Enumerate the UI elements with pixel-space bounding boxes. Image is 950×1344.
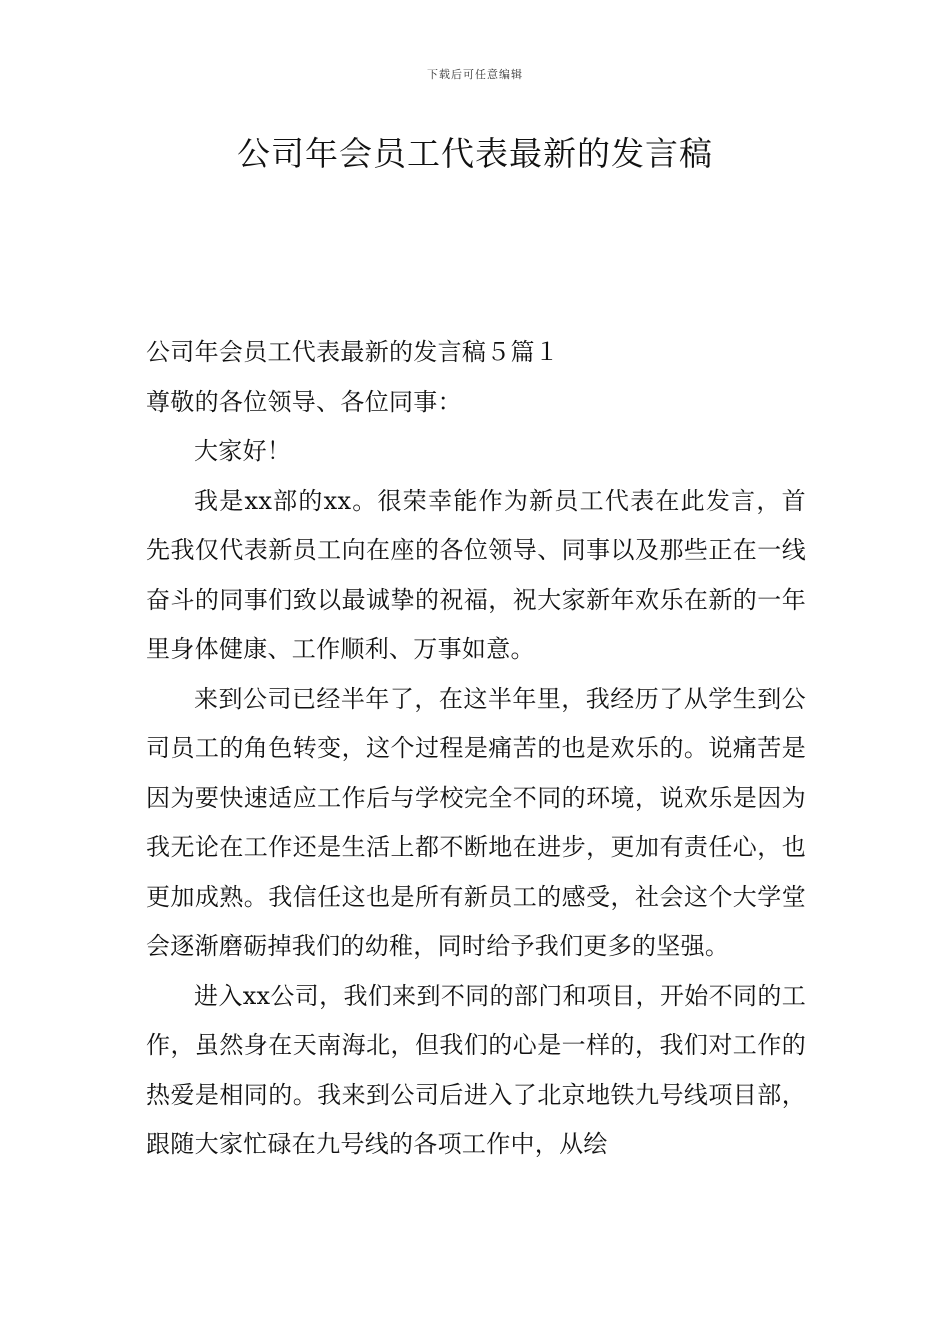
- document-body: [146, 328, 806, 1170]
- greeting: 大家好！: [194, 437, 292, 465]
- paragraph-2: 来到公司已经半年了，在这半年里，我经历了从学生到公司员工的角色转变，这个过程是痛苦的也是欢乐的。说痛苦是因为要快速适应工作后与学校完全不同的环境，说欢乐是因为我无论在工作还是生活上都不断地在进步，更加有责任心，也更加成熟。我信任这也是所有新员工的感受，社会这个大学堂会逐渐磨砺掉我们的幼稚，同时给予我们更多的坚强。: [146, 684, 806, 960]
- header-note: 下载后可任意编辑: [427, 68, 523, 81]
- section-heading: 公司年会员工代表最新的发言稿５篇１: [146, 338, 560, 366]
- paragraph-3: 进入xx公司，我们来到不同的部门和项目，开始不同的工作，虽然身在天南海北，但我们的心是一样的，我们对工作的热爱是相同的。我来到公司后进入了北京地铁九号线项目部，跟随大家忙碌在九号线的各项工作中，从绘: [146, 981, 806, 1158]
- salutation: 尊敬的各位领导、各位同事：: [146, 387, 462, 416]
- document-title: 公司年会员工代表最新的发言稿: [237, 134, 713, 173]
- paragraph-1: 我是xx部的xx。很荣幸能作为新员工代表在此发言，首先我仅代表新员工向在座的各位领导、同事以及那些正在一线奋斗的同事们致以最诚挚的祝福，祝大家新年欢乐在新的一年里身体健康、工作顺利、万事如意。: [146, 486, 806, 663]
